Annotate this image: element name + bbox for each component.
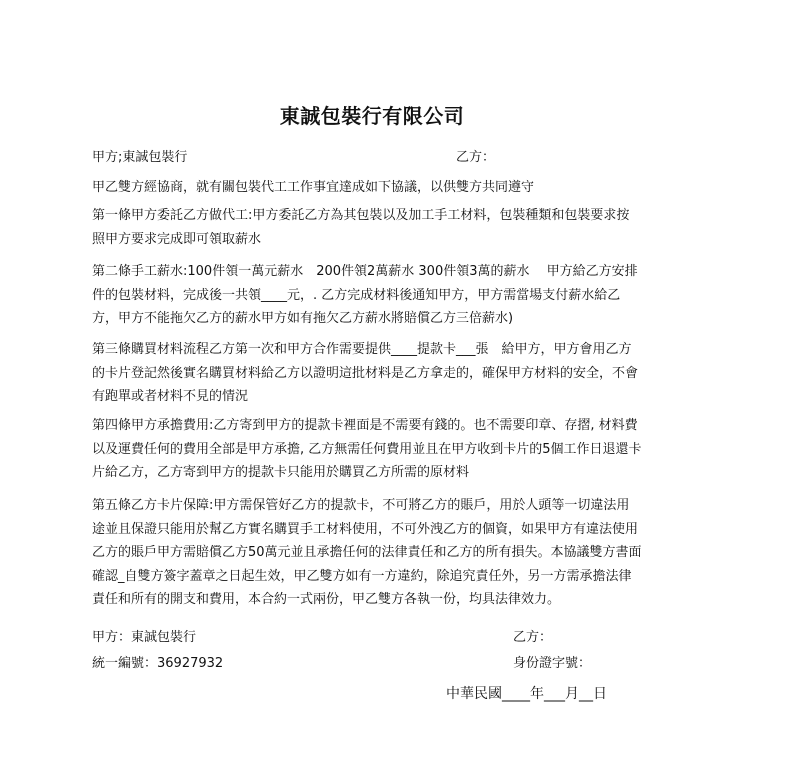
party-b-header: 乙方： [456,150,496,165]
clause-line: 第三條購買材料流程乙方第一次和甲方合作需要提供____提款卡___張 給甲方，甲方會用乙方 [92,342,632,357]
clause-2 [92,260,638,331]
intro-text: 甲乙雙方經協商，就有關包裝代工工作事宜達成如下協議，以供雙方共同遵守 [92,180,535,195]
clause-line: 片給乙方，乙方寄到甲方的提款卡只能用於購買乙方所需的原材料 [92,465,470,480]
clause-line: 照甲方要求完成即可領取薪水 [92,231,262,247]
clause-line: 有跑單或者材料不見的情況 [92,389,249,404]
clause-line: 乙方的賬戶甲方需賠償乙方50萬元並且承擔任何的法律責任和乙方的所有損失。本協議雙方書面 [92,545,642,560]
party-a-header: 甲方;東誠包裝行 [92,150,188,165]
clause-line: 確認_自雙方簽字蓋章之日起生效，甲乙雙方如有一方違約，除追究責任外，另一方需承擔法律 [92,568,632,584]
signature-party-a: 甲方：東誠包裝行 [92,630,197,645]
clause-1 [92,204,629,251]
clause-line: 方，甲方不能拖欠乙方的薪水甲方如有拖欠乙方薪水將賠償乙方三倍薪水) [92,311,514,326]
clause-line: 第五條乙方卡片保障:甲方需保管好乙方的提款卡，不可將乙方的賬戶，用於人頭等一切違法用 [92,498,630,513]
clause-line: 責任和所有的開支和費用，本合約一式兩份，甲乙雙方各執一份，均具法律效力。 [92,592,561,607]
clause-5 [92,494,642,612]
clause-line: 第二條手工薪水:100件領一萬元薪水 200件領2萬薪水 300件領3萬的薪水 甲方給乙方安排 [92,264,638,279]
clause-line: 以及運費任何的費用全部是甲方承擔, 乙方無需任何費用並且在甲方收到卡片的5個工作日退還卡 [92,441,642,457]
clause-4 [92,414,642,485]
clause-line: 件的包裝材料，完成後一共領____元，. 乙方完成材料後通知甲方，甲方需當場支付薪水給乙 [92,287,621,303]
clause-line: 第四條甲方承擔費用:乙方寄到甲方的提款卡裡面是不需要有錢的。也不需要印章、存摺, 材料費 [92,418,638,433]
signature-party-b: 乙方： [513,630,553,645]
clause-line: 第一條甲方委託乙方做代工:甲方委託乙方為其包裝以及加工手工材料，包裝種類和包裝要求按 [92,208,630,223]
tax-id: 統一編號：36927932 [92,656,224,671]
date-line: 中華民國____年___月__日 [446,686,607,702]
clause-line: 途並且保證只能用於幫乙方實名購買手工材料使用，不可外洩乙方的個資，如果甲方有違法使用 [92,521,639,537]
document-title: 東誠包裝行有限公司 [279,104,465,128]
clause-3 [92,338,638,409]
id-number-field: 身份證字號： [513,656,592,671]
clause-line: 的卡片登記然後實名購買材料給乙方以證明這批材料是乙方拿走的，確保甲方材料的安全，不會 [92,365,639,381]
